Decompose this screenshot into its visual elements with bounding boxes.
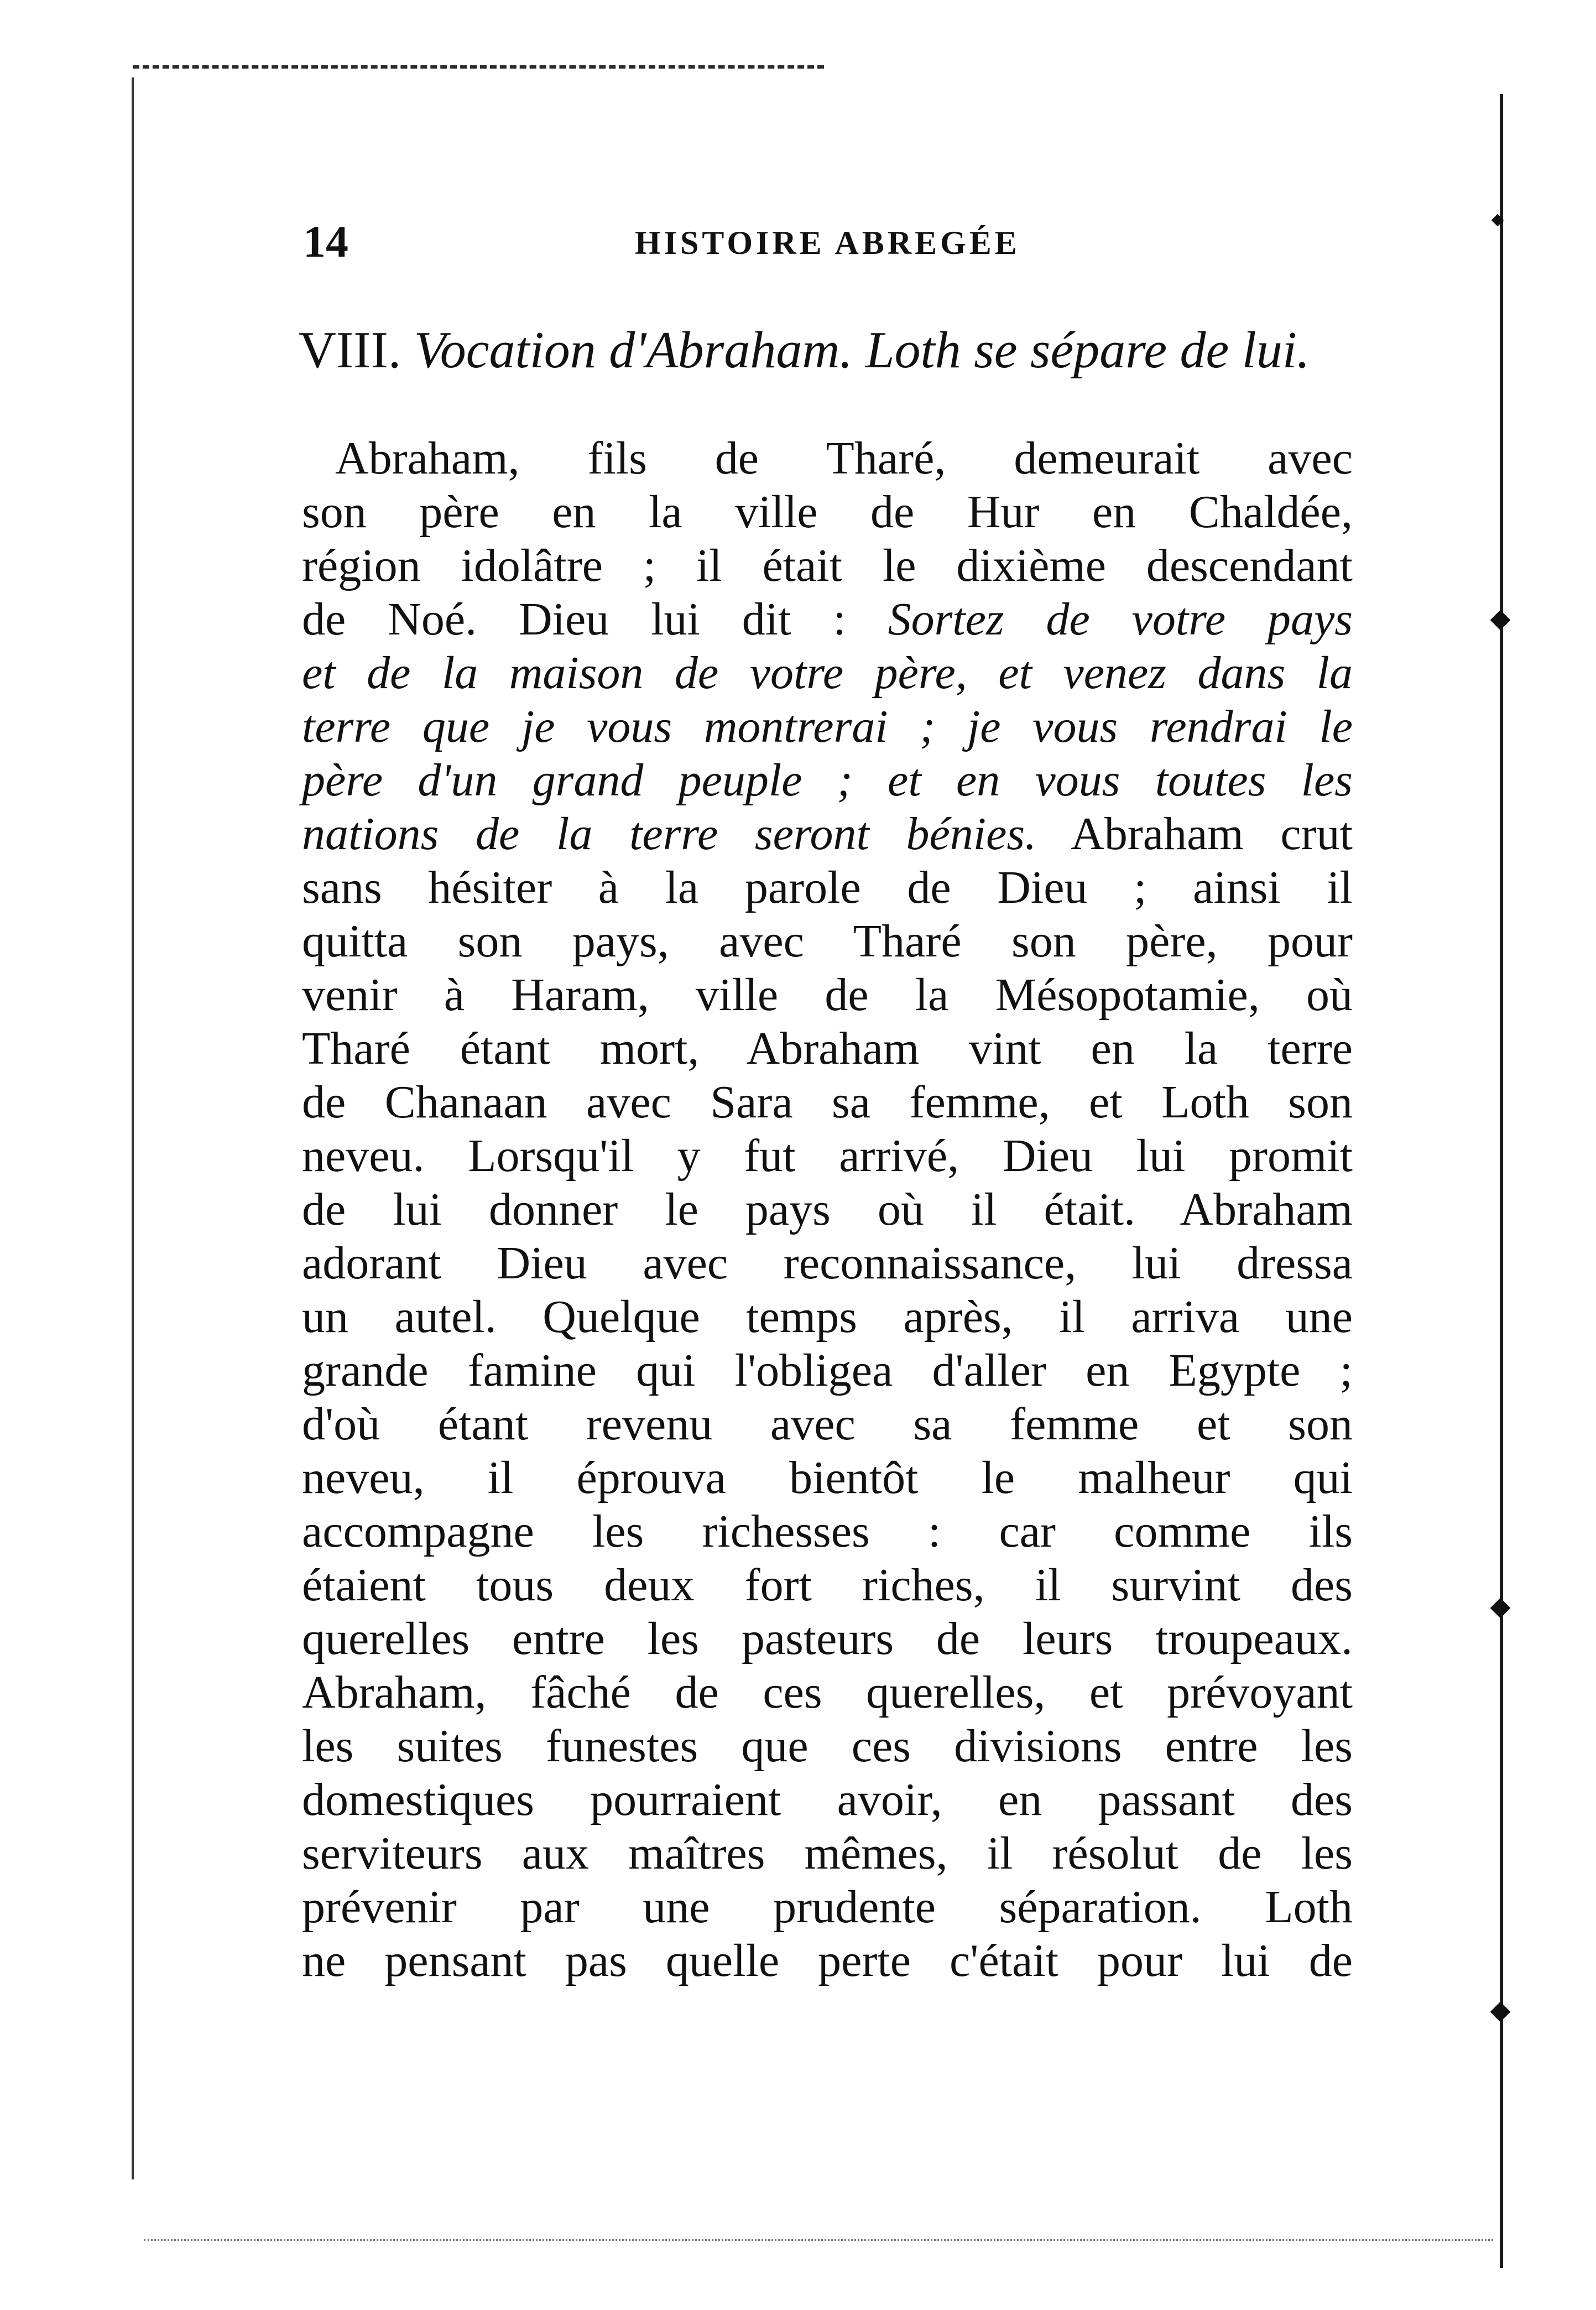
text-line xyxy=(302,700,1353,753)
text-line xyxy=(302,1236,1353,1290)
text-line xyxy=(302,1075,1353,1129)
text-line xyxy=(302,539,1353,592)
binding-mark xyxy=(1490,610,1511,631)
text-segment: querelles entre les pasteurs de leurs troupeaux. xyxy=(302,1613,1353,1664)
text-line xyxy=(302,1558,1353,1612)
italic-text-segment: et de la maison de votre père, et venez dans la xyxy=(302,647,1353,699)
text-line xyxy=(302,968,1353,1022)
text-line xyxy=(302,1129,1353,1183)
text-line xyxy=(302,485,1353,539)
scan-border-right xyxy=(1500,94,1503,2268)
text-line xyxy=(302,1290,1353,1344)
text-segment: région idolâtre ; il était le dixième descendant xyxy=(302,540,1353,591)
text-line xyxy=(302,646,1353,700)
text-segment: serviteurs aux maîtres mêmes, il résolut de les xyxy=(302,1828,1353,1879)
text-line xyxy=(302,914,1353,968)
text-segment: Tharé étant mort, Abraham vint en la terre xyxy=(302,1023,1353,1074)
scan-border-bottom xyxy=(144,2239,1493,2241)
text-segment: de lui donner le pays où il était. Abraham xyxy=(302,1184,1353,1235)
text-line xyxy=(302,753,1353,807)
text-line xyxy=(302,1934,1353,1988)
text-segment: de Chanaan avec Sara sa femme, et Loth son xyxy=(302,1076,1353,1128)
binding-mark xyxy=(1490,1598,1511,1619)
text-line xyxy=(302,1505,1353,1558)
text-segment: un autel. Quelque temps après, il arriva une xyxy=(302,1291,1353,1343)
text-segment: domestiques pourraient avoir, en passant des xyxy=(302,1774,1353,1825)
text-line xyxy=(302,1773,1353,1827)
text-line xyxy=(302,1397,1353,1451)
text-line xyxy=(302,807,1353,861)
text-segment: neveu. Lorsqu'il y fut arrivé, Dieu lui promit xyxy=(302,1130,1353,1182)
text-line xyxy=(302,1451,1353,1505)
text-line xyxy=(302,1183,1353,1236)
text-segment: grande famine qui l'obligea d'aller en Egypte ; xyxy=(302,1345,1353,1396)
italic-text-segment: Sortez de votre pays xyxy=(888,594,1353,645)
scan-border-top xyxy=(133,65,824,69)
text-line xyxy=(302,1344,1353,1397)
text-segment: neveu, il éprouva bientôt le malheur qui xyxy=(302,1452,1353,1503)
text-segment: prévenir par une prudente séparation. Loth xyxy=(302,1881,1353,1933)
italic-text-segment: nations de la terre seront bénies. xyxy=(302,808,1037,860)
section-number: VIII. xyxy=(299,321,401,379)
page-header xyxy=(303,217,1144,267)
binding-mark xyxy=(1490,2002,1511,2022)
text-line xyxy=(302,1666,1353,1719)
text-segment: Abraham crut xyxy=(1036,808,1353,860)
text-segment: sans hésiter à la parole de Dieu ; ainsi il xyxy=(302,862,1353,913)
text-segment: étaient tous deux fort riches, il survint des xyxy=(302,1559,1353,1611)
section-title: Vocation d'Abraham. Loth se sépare de lui. xyxy=(414,321,1310,379)
page-number: 14 xyxy=(303,216,348,267)
scan-border-left xyxy=(132,77,134,2179)
body-text xyxy=(302,431,1353,1988)
text-line xyxy=(302,861,1353,914)
text-line xyxy=(302,1612,1353,1666)
text-segment: d'où étant revenu avec sa femme et son xyxy=(302,1398,1353,1450)
text-line xyxy=(302,1719,1353,1773)
text-segment: ne pensant pas quelle perte c'était pour lui de xyxy=(302,1935,1353,1986)
text-segment: quitta son pays, avec Tharé son père, pour xyxy=(302,915,1353,967)
text-segment: venir à Haram, ville de la Mésopotamie, où xyxy=(302,969,1353,1021)
text-line xyxy=(302,1880,1353,1934)
italic-text-segment: père d'un grand peuple ; et en vous toutes les xyxy=(302,755,1353,806)
text-line xyxy=(302,1022,1353,1075)
text-segment: les suites funestes que ces divisions entre les xyxy=(302,1720,1353,1772)
text-segment: Abraham, fils de Tharé, demeurait avec xyxy=(335,433,1353,484)
text-segment: de Noé. Dieu lui dit : xyxy=(302,594,888,645)
text-segment: adorant Dieu avec reconnaissance, lui dressa xyxy=(302,1237,1353,1289)
text-line xyxy=(302,592,1353,646)
running-head: HISTOIRE ABREGÉE xyxy=(635,225,1020,261)
text-segment: son père en la ville de Hur en Chaldée, xyxy=(302,486,1353,538)
text-segment: Abraham, fâché de ces querelles, et prévoyant xyxy=(302,1667,1353,1718)
italic-text-segment: terre que je vous montrerai ; je vous rendrai le xyxy=(302,701,1353,752)
text-line xyxy=(302,1827,1353,1880)
section-heading xyxy=(299,320,1360,381)
text-segment: accompagne les richesses : car comme ils xyxy=(302,1506,1353,1557)
text-line xyxy=(302,431,1353,485)
